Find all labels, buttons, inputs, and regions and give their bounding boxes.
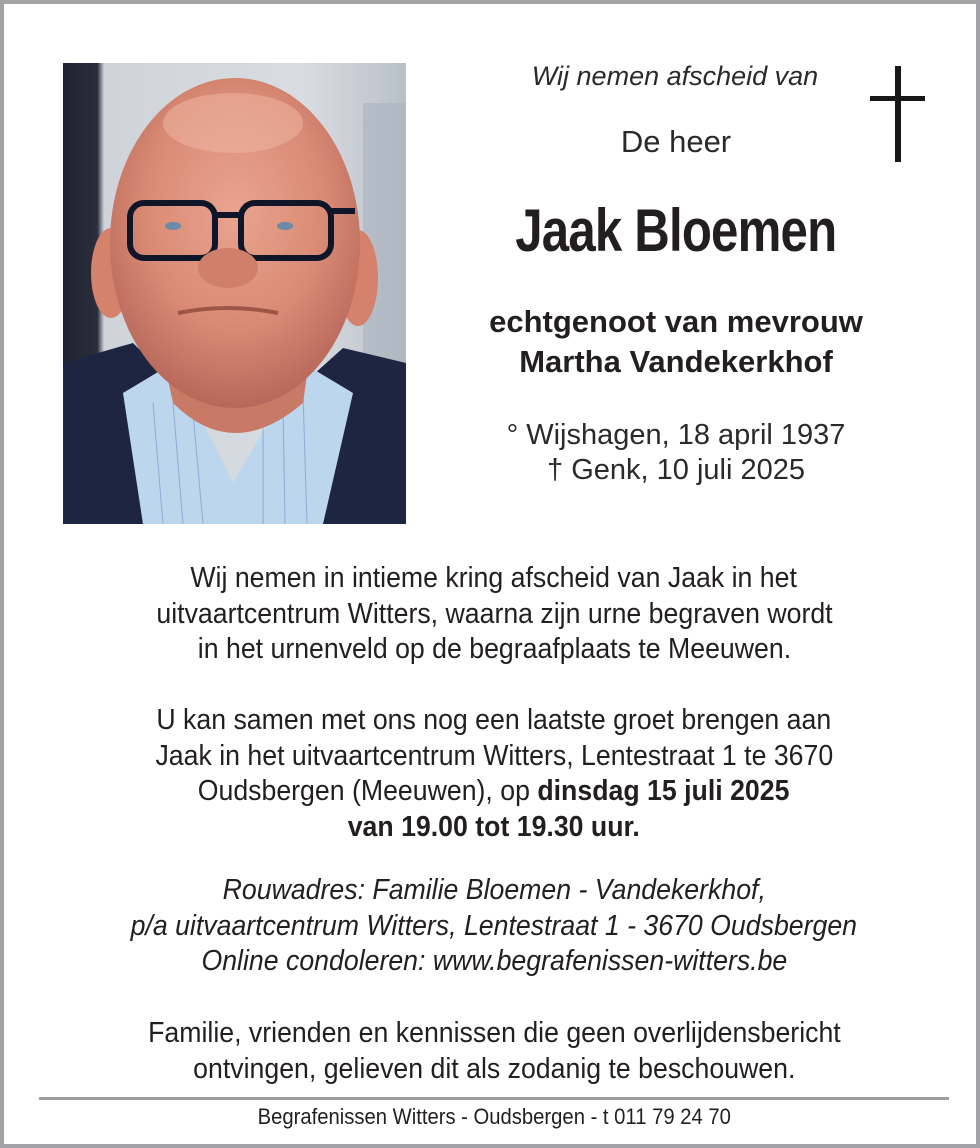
honorific: De heer bbox=[620, 124, 732, 159]
spouse-info bbox=[444, 302, 908, 382]
paragraph-line: Jaak in het uitvaartcentrum Witters, Lentestraat 1 te 3670 bbox=[155, 739, 833, 772]
footer-text: Begrafenissen Witters - Oudsbergen - t 011 79 24 70 bbox=[257, 1104, 731, 1129]
life-dates bbox=[444, 418, 908, 488]
portrait-photo bbox=[63, 63, 406, 524]
cross-icon-bar bbox=[870, 96, 925, 101]
visitation-location: Oudsbergen (Meeuwen), op bbox=[198, 775, 538, 807]
footer bbox=[34, 1101, 954, 1133]
paragraph-line: in het urnenveld op de begraafplaats te Meeuwen. bbox=[197, 633, 791, 665]
intro-text: Wij nemen afscheid van bbox=[531, 61, 819, 91]
mourning-address bbox=[34, 873, 954, 980]
portrait-image bbox=[63, 63, 406, 524]
paragraph-line: ontvingen, gelieven dit als zodanig te beschouwen. bbox=[192, 1052, 796, 1085]
birth-line: ° Wijshagen, 18 april 1937 bbox=[506, 419, 846, 451]
paragraph-line: p/a uitvaartcentrum Witters, Lentestraat 1 - 3670 Oudsbergen bbox=[130, 909, 858, 942]
spouse-line-1: echtgenoot van mevrouw bbox=[489, 304, 863, 339]
ceremony-paragraph bbox=[34, 561, 954, 668]
deceased-name-text: Jaak Bloemen bbox=[515, 197, 837, 264]
spouse-line-2: Martha Vandekerkhof bbox=[519, 344, 833, 379]
visitation-time: van 19.00 tot 19.30 uur. bbox=[347, 810, 641, 843]
notice-disclaimer bbox=[34, 1016, 954, 1087]
paragraph-line: Familie, vrienden en kennissen die geen overlijdensbericht bbox=[147, 1017, 841, 1049]
paragraph-line: Rouwadres: Familie Bloemen - Vandekerkhof, bbox=[222, 874, 766, 906]
visitation-paragraph bbox=[34, 703, 954, 845]
paragraph-line: Wij nemen in intieme kring afscheid van Jaak in het bbox=[190, 562, 798, 594]
paragraph-line: U kan samen met ons nog een laatste groet brengen aan bbox=[156, 704, 832, 736]
footer-divider bbox=[39, 1097, 949, 1100]
deceased-name bbox=[444, 194, 908, 268]
paragraph-line bbox=[198, 774, 790, 810]
condolence-link[interactable]: Online condoleren: www.begrafenissen-witters.be bbox=[201, 945, 787, 977]
death-line: † Genk, 10 juli 2025 bbox=[547, 454, 805, 486]
paragraph-line: uitvaartcentrum Witters, waarna zijn urne begraven wordt bbox=[155, 597, 833, 630]
visitation-date: dinsdag 15 juli 2025 bbox=[537, 775, 790, 807]
